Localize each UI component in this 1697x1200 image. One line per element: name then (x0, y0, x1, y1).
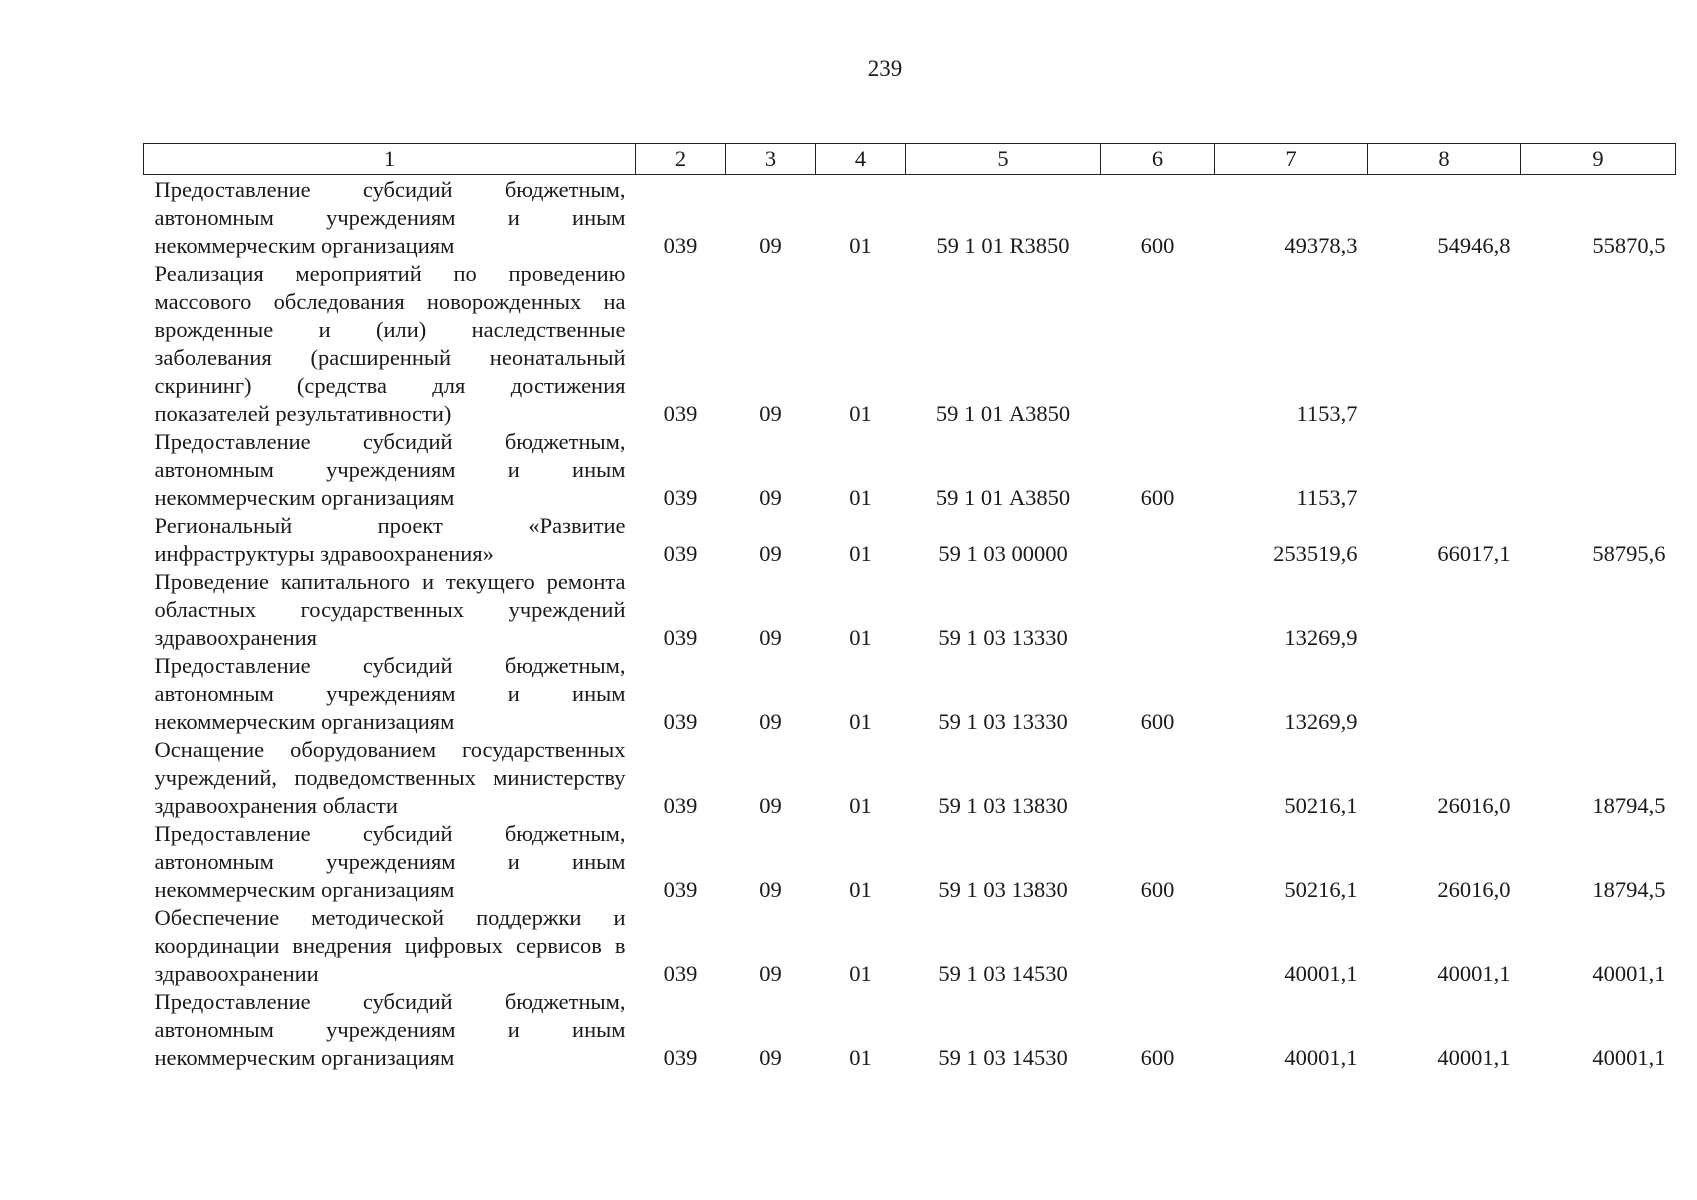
header-cell: 4 (816, 144, 906, 175)
admin-code: 039 (663, 961, 698, 986)
expense-type-code (1101, 568, 1215, 652)
admin-code: 039 (663, 541, 698, 566)
amount-year-1: 13269,9 (1284, 709, 1358, 734)
section-code: 09 (759, 709, 782, 734)
row-description: Оснащение оборудованием государственных учреждений, подведомственных министерству здравоохранения области (154, 737, 626, 818)
header-cell: 8 (1368, 144, 1521, 175)
expense-type-code (1101, 736, 1215, 820)
amount-year-1: 253519,6 (1273, 541, 1358, 566)
table-row (144, 652, 1676, 736)
amount-year-1: 50216,1 (1284, 877, 1358, 902)
amount-year-3 (1521, 428, 1676, 512)
row-description: Предоставление субсидий бюджетным, автономным учреждениям и иным некоммерческим организациям (154, 177, 626, 258)
target-article-code: 59 1 03 14530 (938, 1045, 1068, 1070)
section-code: 09 (759, 1045, 782, 1070)
amount-year-2: 54946,8 (1437, 233, 1511, 258)
amount-year-3: 55870,5 (1592, 233, 1666, 258)
admin-code: 039 (663, 793, 698, 818)
target-article-code: 59 1 03 13330 (938, 625, 1068, 650)
amount-year-2: 26016,0 (1437, 793, 1511, 818)
amount-year-1: 40001,1 (1284, 1045, 1358, 1070)
admin-code: 039 (663, 485, 698, 510)
table-row (144, 512, 1676, 568)
amount-year-3 (1521, 260, 1676, 428)
admin-code: 039 (663, 877, 698, 902)
header-cell: 5 (906, 144, 1101, 175)
amount-year-2 (1368, 428, 1521, 512)
target-article-code: 59 1 03 13330 (938, 709, 1068, 734)
amount-year-1: 1153,7 (1296, 401, 1358, 426)
target-article-code: 59 1 01 А3850 (935, 485, 1071, 510)
subsection-code: 01 (849, 709, 872, 734)
expense-type-code: 600 (1140, 1045, 1175, 1070)
amount-year-1: 1153,7 (1296, 485, 1358, 510)
amount-year-3: 58795,6 (1592, 541, 1666, 566)
row-description: Обеспечение методической поддержки и координации внедрения цифровых сервисов в здравоохранении (154, 905, 626, 986)
amount-year-3: 18794,5 (1592, 877, 1666, 902)
expense-type-code (1101, 904, 1215, 988)
admin-code: 039 (663, 233, 698, 258)
header-cell: 2 (636, 144, 726, 175)
target-article-code: 59 1 03 13830 (938, 877, 1068, 902)
subsection-code: 01 (849, 961, 872, 986)
expense-type-code: 600 (1140, 233, 1175, 258)
admin-code: 039 (663, 401, 698, 426)
expense-type-code: 600 (1140, 709, 1175, 734)
section-code: 09 (759, 793, 782, 818)
admin-code: 039 (663, 1045, 698, 1070)
subsection-code: 01 (849, 1045, 872, 1070)
amount-year-2: 66017,1 (1437, 541, 1511, 566)
table-row (144, 428, 1676, 512)
target-article-code: 59 1 01 R3850 (936, 233, 1070, 258)
row-description: Предоставление субсидий бюджетным, автономным учреждениям и иным некоммерческим организациям (154, 821, 626, 902)
table-row (144, 176, 1676, 260)
admin-code: 039 (663, 625, 698, 650)
header-cell: 7 (1215, 144, 1368, 175)
expense-type-code: 600 (1140, 877, 1175, 902)
table-row (144, 904, 1676, 988)
amount-year-2: 40001,1 (1437, 1045, 1511, 1070)
amount-year-1: 49378,3 (1284, 233, 1358, 258)
target-article-code: 59 1 03 13830 (938, 793, 1068, 818)
page-number: 239 (867, 56, 903, 81)
table-row (144, 988, 1676, 1072)
subsection-code: 01 (849, 625, 872, 650)
amount-year-3 (1521, 652, 1676, 736)
section-code: 09 (759, 233, 782, 258)
amount-year-1: 13269,9 (1284, 625, 1358, 650)
amount-year-2 (1368, 260, 1521, 428)
target-article-code: 59 1 03 14530 (938, 961, 1068, 986)
header-row (144, 144, 1676, 175)
amount-year-3 (1521, 568, 1676, 652)
row-description: Предоставление субсидий бюджетным, автономным учреждениям и иным некоммерческим организациям (154, 989, 626, 1070)
section-code: 09 (759, 541, 782, 566)
admin-code: 039 (663, 709, 698, 734)
target-article-code: 59 1 01 А3850 (935, 401, 1071, 426)
table-row (144, 260, 1676, 428)
expense-type-code (1101, 512, 1215, 568)
section-code: 09 (759, 877, 782, 902)
subsection-code: 01 (849, 541, 872, 566)
header-cell: 3 (726, 144, 816, 175)
expense-type-code: 600 (1140, 485, 1175, 510)
amount-year-3: 40001,1 (1592, 961, 1666, 986)
section-code: 09 (759, 485, 782, 510)
header-cell: 1 (144, 144, 636, 175)
table-row (144, 820, 1676, 904)
row-description: Проведение капитального и текущего ремонта областных государственных учреждений здравоохранения (154, 569, 626, 650)
expense-type-code (1101, 260, 1215, 428)
section-code: 09 (759, 961, 782, 986)
subsection-code: 01 (849, 793, 872, 818)
row-description: Предоставление субсидий бюджетным, автономным учреждениям и иным некоммерческим организациям (154, 653, 626, 734)
row-description: Реализация мероприятий по проведению массового обследования новорожденных на врожденные и (или) наследственные заболевания (расширенный неонатальный скрининг) (средства для достижения показателей результативности) (154, 261, 626, 426)
row-description: Предоставление субсидий бюджетным, автономным учреждениям и иным некоммерческим организациям (154, 429, 626, 510)
section-code: 09 (759, 401, 782, 426)
header-cell: 6 (1101, 144, 1215, 175)
subsection-code: 01 (849, 401, 872, 426)
row-description: Региональный проект «Развитие инфраструктуры здравоохранения» (154, 513, 626, 566)
amount-year-2 (1368, 652, 1521, 736)
amount-year-1: 50216,1 (1284, 793, 1358, 818)
amount-year-2: 26016,0 (1437, 877, 1511, 902)
table-row (144, 736, 1676, 820)
target-article-code: 59 1 03 00000 (938, 541, 1068, 566)
amount-year-2: 40001,1 (1437, 961, 1511, 986)
amount-year-3: 40001,1 (1592, 1045, 1666, 1070)
amount-year-3: 18794,5 (1592, 793, 1666, 818)
subsection-code: 01 (849, 485, 872, 510)
budget-table (143, 143, 1676, 1072)
header-cell: 9 (1521, 144, 1676, 175)
subsection-code: 01 (849, 877, 872, 902)
table-row (144, 568, 1676, 652)
amount-year-1: 40001,1 (1284, 961, 1358, 986)
section-code: 09 (759, 625, 782, 650)
subsection-code: 01 (849, 233, 872, 258)
amount-year-2 (1368, 568, 1521, 652)
